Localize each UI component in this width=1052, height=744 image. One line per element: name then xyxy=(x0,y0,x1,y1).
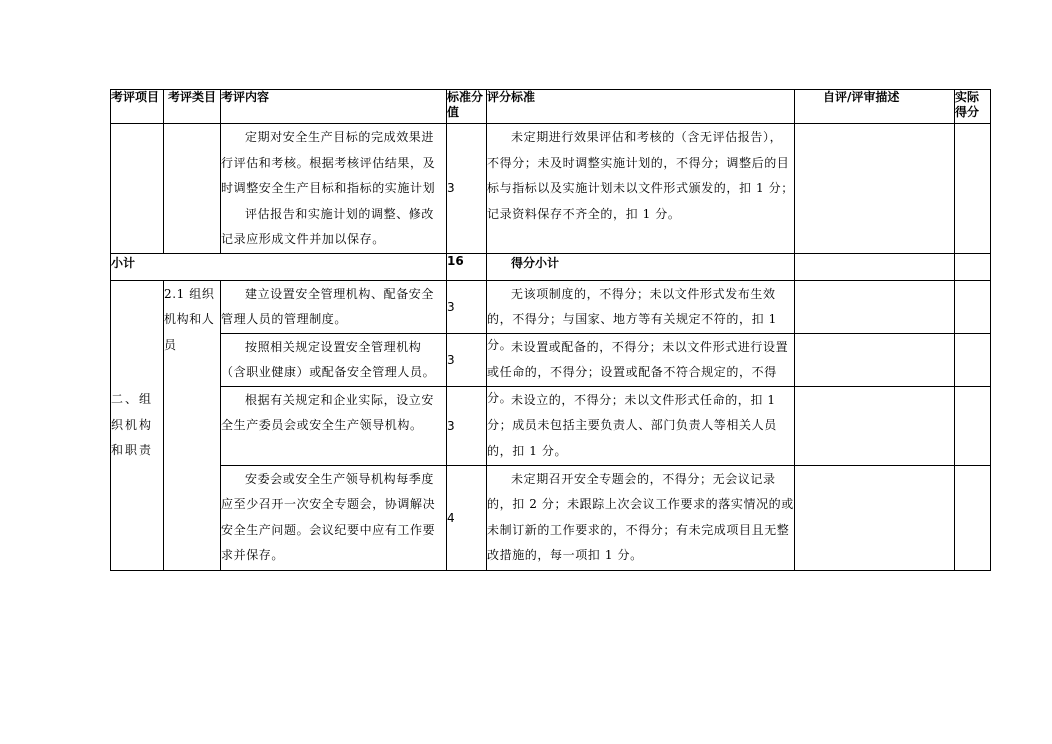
criteria-cell xyxy=(487,333,795,405)
subtotal-score: 16 xyxy=(447,253,464,268)
header-self-evaluation: 自评/评审描述 xyxy=(795,90,955,124)
content-text: 安委会或安全生产领导机构每季度应至少召开一次安全专题会，协调解决安全生产问题。会议纪要中应有工作要求并保存。 xyxy=(221,471,436,562)
content-text: 定期对安全生产目标的完成效果进行评估和考核。根据考核评估结果，及时调整安全生产目标和指标的实施计划 xyxy=(221,130,436,195)
score-cell xyxy=(447,465,487,570)
content-cell xyxy=(221,386,447,465)
table-row xyxy=(111,124,991,254)
header-standard-score: 标准分值 xyxy=(447,90,487,124)
criteria-text: 未设置或配备的，不得分；未以文件形式进行设置或任命的，不得分；设置或配备不符合规定的，不得分。 xyxy=(487,339,789,405)
content-text: 评估报告和实施计划的调整、修改记录应形成文件并加以保存。 xyxy=(221,206,435,246)
actual-score-cell xyxy=(955,280,991,333)
criteria-cell xyxy=(487,124,795,254)
subtotal-actual-score-cell xyxy=(955,253,991,280)
score-cell xyxy=(447,333,487,386)
category-cell xyxy=(164,124,221,254)
item-cell xyxy=(111,280,164,570)
header-content: 考评内容 xyxy=(221,90,447,124)
header-category: 考评类目 xyxy=(164,90,221,124)
subtotal-label-cell xyxy=(111,253,447,280)
subtotal-row xyxy=(111,253,991,280)
evaluation-table xyxy=(110,89,991,571)
score-cell xyxy=(447,386,487,465)
subtotal-criteria-cell xyxy=(487,253,795,280)
category-cell xyxy=(164,280,221,570)
standard-score: 3 xyxy=(447,418,455,433)
self-evaluation-cell xyxy=(795,386,955,465)
header-scoring-criteria: 评分标准 xyxy=(487,90,795,124)
table-row xyxy=(111,280,991,333)
table-row xyxy=(111,465,991,570)
content-cell xyxy=(221,333,447,386)
criteria-text: 未定期召开安全专题会的，不得分；无会议记录的，扣 2 分；未跟踪上次会议工作要求的落实情况的或未制订新的工作要求的，不得分；有未完成项目且无整改措施的，每一项扣 1 分。 xyxy=(487,471,794,562)
actual-score-cell xyxy=(955,386,991,465)
criteria-text: 未设立的，不得分；未以文件形式任命的，扣 1 分；成员未包括主要负责人、部门负责人等相关人员的，扣 1 分。 xyxy=(487,392,781,458)
item-cell xyxy=(111,124,164,254)
score-cell xyxy=(447,124,487,254)
header-item: 考评项目 xyxy=(111,90,164,124)
criteria-cell xyxy=(487,386,795,465)
score-cell xyxy=(447,280,487,333)
content-text: 建立设置安全管理机构、配备安全管理人员的管理制度。 xyxy=(221,286,435,326)
subtotal-label: 小计 xyxy=(111,255,136,270)
criteria-text: 未定期进行效果评估和考核的（含无评估报告），不得分；未及时调整实施计划的，不得分；调整后的目标与指标以及实施计划未以文件形式颁发的，扣 1 分；记录资料保存不齐全的，扣 1 分。 xyxy=(487,130,794,221)
actual-score-cell xyxy=(955,333,991,386)
standard-score: 3 xyxy=(447,181,455,196)
subtotal-criteria-label: 得分小计 xyxy=(511,255,560,270)
content-cell xyxy=(221,465,447,570)
section-category-title: 2.1 组织机构和人员 xyxy=(164,286,215,352)
table-row xyxy=(111,386,991,465)
self-evaluation-cell xyxy=(795,333,955,386)
header-actual-score: 实际得分 xyxy=(955,90,991,124)
subtotal-self-evaluation-cell xyxy=(795,253,955,280)
criteria-cell xyxy=(487,280,795,352)
self-evaluation-cell xyxy=(795,465,955,570)
content-text: 按照相关规定设置安全管理机构（含职业健康）或配备安全管理人员。 xyxy=(221,339,436,379)
content-cell xyxy=(221,280,447,333)
self-evaluation-cell xyxy=(795,124,955,254)
self-evaluation-cell xyxy=(795,280,955,333)
subtotal-score-cell xyxy=(447,253,487,280)
content-cell xyxy=(221,124,447,254)
actual-score-cell xyxy=(955,465,991,570)
standard-score: 3 xyxy=(447,299,455,314)
criteria-text: 无该项制度的，不得分；未以文件形式发布生效的，不得分；与国家、地方等有关规定不符的，扣 1 分。 xyxy=(487,286,782,352)
actual-score-cell xyxy=(955,124,991,254)
table-header-row xyxy=(111,90,991,124)
standard-score: 4 xyxy=(447,510,455,525)
standard-score: 3 xyxy=(447,352,455,367)
criteria-cell xyxy=(487,465,795,570)
content-text: 根据有关规定和企业实际，设立安全生产委员会或安全生产领导机构。 xyxy=(221,392,435,432)
section-item-title: 二、组织机构和职责 xyxy=(111,392,154,458)
table-row xyxy=(111,333,991,386)
